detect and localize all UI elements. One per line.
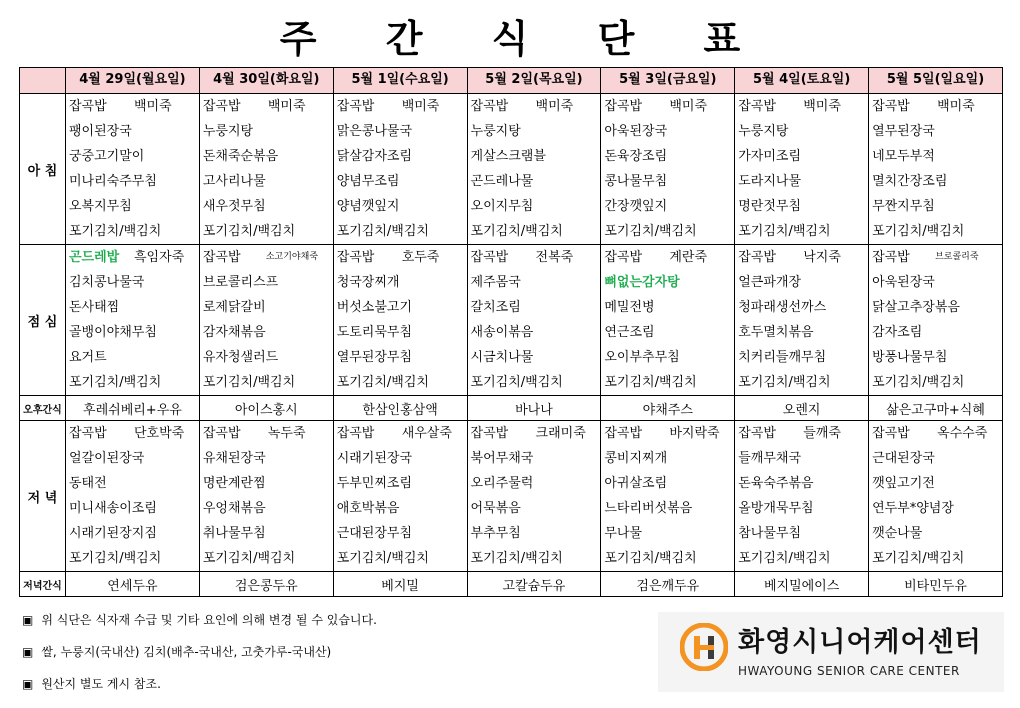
dish-item: 포기김치/백김치: [202, 224, 296, 239]
menu-cell: [869, 245, 1003, 396]
rice-porridge-line: [601, 94, 734, 119]
dish-item: 포기김치/백김치: [738, 551, 831, 566]
dish-item: 브로콜리스프: [202, 275, 279, 290]
rice-item: 곤드레밥: [69, 250, 120, 265]
dish-item: 시래기된장지짐: [69, 526, 157, 541]
dish-item: 콩비지찌개: [604, 451, 668, 466]
menu-cell: [333, 94, 467, 245]
snack-cell: 바나나: [467, 396, 601, 421]
menu-cell: [601, 421, 735, 572]
dish-item: 닭살고추장볶음: [872, 300, 960, 315]
rice-porridge-line: [66, 94, 199, 119]
snack-cell: 베지밀에이스: [735, 572, 869, 597]
dish-item: 궁중고기말이: [69, 149, 145, 164]
dish-item: 닭살감자조림: [336, 149, 413, 164]
porridge-item: 백미죽: [134, 99, 172, 114]
dish-item: 가자미조림: [738, 149, 802, 164]
porridge-item: 계란죽: [669, 250, 708, 265]
dish-item: 열무된장국: [872, 124, 935, 139]
snack-cell: 아이스홍시: [199, 396, 333, 421]
rice-item: 잡곡밥: [69, 426, 107, 441]
snack-cell: 베지밀: [333, 572, 467, 597]
porridge-item: 크래미죽: [535, 426, 586, 441]
dish-item: 콩나물무침: [604, 174, 668, 189]
dish-item: 고사리나물: [202, 174, 266, 189]
snack-cell: 고칼슘두유: [467, 572, 601, 597]
dish-item: 김치콩나물국: [69, 275, 145, 290]
dish-item: 무나물: [604, 526, 643, 541]
snack-cell: 오렌지: [735, 396, 869, 421]
dish-item: 포기김치/백김치: [336, 224, 429, 239]
dish-item: 청국장찌개: [336, 275, 400, 290]
rice-item: 잡곡밥: [470, 99, 509, 114]
dish-item: 포기김치/백김치: [336, 375, 429, 390]
dish-item: 포기김치/백김치: [69, 375, 162, 390]
dish-item: 유자청샐러드: [202, 350, 279, 365]
dish-item: 누룽지탕: [202, 124, 254, 139]
rice-item: 잡곡밥: [69, 99, 107, 114]
dish-item: 포기김치/백김치: [738, 224, 831, 239]
dish-item: 아욱된장국: [604, 124, 668, 139]
note-bullet-icon: ▣: [22, 613, 34, 627]
dish-item: 로제닭갈비: [202, 300, 266, 315]
porridge-item: 백미죽: [669, 99, 708, 114]
menu-cell: [333, 245, 467, 396]
dish-item: 애호박볶음: [336, 501, 400, 516]
dish-item: 감자채볶음: [202, 325, 266, 340]
menu-cell: [199, 245, 333, 396]
dish-item: 돈사태찜: [69, 300, 120, 315]
dish-item: 북어무채국: [470, 451, 534, 466]
dish-item: 연근조림: [604, 325, 655, 340]
snack-row: [20, 572, 1003, 597]
dish-item: 근대된장국: [872, 451, 935, 466]
note-bullet-icon: ▣: [22, 645, 34, 659]
menu-cell: [66, 421, 200, 572]
logo-korean-name: 화영시니어케어센터: [738, 627, 982, 658]
snack-cell: 연세두유: [66, 572, 200, 597]
menu-cell: [66, 245, 200, 396]
rice-item: 잡곡밥: [738, 426, 776, 441]
dish-item: 들깨무채국: [738, 451, 802, 466]
rice-item: 잡곡밥: [202, 250, 241, 265]
dish-item: 간장깻잎지: [604, 199, 668, 214]
porridge-item: 단호박죽: [134, 426, 185, 441]
day-header: 5월 1일(수요일): [333, 68, 467, 94]
rice-porridge-line: [200, 421, 333, 446]
dish-item: 감자조림: [872, 325, 923, 340]
rice-item: 잡곡밥: [738, 250, 776, 265]
day-header: 4월 30일(화요일): [199, 68, 333, 94]
dish-item: 제주몸국: [470, 275, 521, 290]
corner-cell: [20, 68, 66, 94]
dish-item: 포기김치/백김치: [202, 375, 296, 390]
rice-porridge-line: [735, 421, 868, 446]
menu-cell: [66, 94, 200, 245]
dish-item: 양념무조림: [336, 174, 400, 189]
dish-item: 두부민찌조림: [336, 476, 413, 491]
snack-cell: 검은깨두유: [601, 572, 735, 597]
dish-item: 호두멸치볶음: [738, 325, 814, 340]
rice-porridge-line: [66, 421, 199, 446]
dish-item: 팽이된장국: [69, 124, 132, 139]
dish-item: 돈채죽순볶음: [202, 149, 279, 164]
meal-label: 아 침: [20, 94, 66, 245]
rice-porridge-line: [468, 245, 601, 270]
dish-item: 새우젓무침: [202, 199, 266, 214]
menu-cell: [735, 421, 869, 572]
dish-item: 게살스크램블: [470, 149, 546, 164]
dish-item: 오이부추무침: [604, 350, 680, 365]
dish-item: 도라지나물: [738, 174, 802, 189]
porridge-item: 백미죽: [535, 99, 574, 114]
menu-cell: [869, 94, 1003, 245]
note-text: 쌀, 누룽지(국내산) 김치(배추-국내산, 고춧가루-국내산): [41, 645, 332, 659]
dish-item: 곤드레나물: [470, 174, 534, 189]
menu-cell: [467, 421, 601, 572]
dish-item: 양념깻잎지: [336, 199, 400, 214]
rice-item: 잡곡밥: [604, 426, 643, 441]
rice-item: 잡곡밥: [202, 99, 241, 114]
dish-item: 미니새송이조림: [69, 501, 157, 516]
dish-item: 맑은콩나물국: [336, 124, 413, 139]
dish-item: 무짠지무침: [872, 199, 935, 214]
logo-english-name: HWAYOUNG SENIOR CARE CENTER: [738, 664, 960, 678]
rice-porridge-line: [200, 94, 333, 119]
rice-porridge-line: [735, 245, 868, 270]
rice-item: 잡곡밥: [604, 250, 643, 265]
dish-item: 버섯소불고기: [336, 300, 413, 315]
dish-item: 포기김치/백김치: [470, 224, 563, 239]
dish-item: 열무된장무침: [336, 350, 413, 365]
dish-item: 포기김치/백김치: [470, 375, 563, 390]
snack-cell: 한삼인홍삼액: [333, 396, 467, 421]
dish-item: 참나물무침: [738, 526, 802, 541]
day-header: 5월 4일(토요일): [735, 68, 869, 94]
menu-cell: [601, 245, 735, 396]
menu-cell: [869, 421, 1003, 572]
weekly-menu-table: [19, 67, 1003, 597]
dish-item: 포기김치/백김치: [69, 551, 162, 566]
rice-porridge-line: [869, 421, 1002, 446]
rice-item: 잡곡밥: [470, 250, 509, 265]
rice-item: 잡곡밥: [604, 99, 643, 114]
page-title: 주 간 식 단 표: [279, 17, 769, 61]
dish-item: 미나리숙주무침: [69, 174, 157, 189]
dish-item: 네모두부적: [872, 149, 935, 164]
logo-emblem-icon: [680, 623, 728, 671]
rice-porridge-line: [334, 421, 467, 446]
dish-item: 아귀살조림: [604, 476, 668, 491]
menu-cell: [467, 245, 601, 396]
menu-cell: [735, 94, 869, 245]
menu-cell: [467, 94, 601, 245]
rice-porridge-line: [468, 94, 601, 119]
dish-item: 골뱅이야채무침: [69, 325, 157, 340]
rice-item: 잡곡밥: [336, 426, 375, 441]
day-header: 5월 3일(금요일): [601, 68, 735, 94]
porridge-item: 호두죽: [401, 250, 440, 265]
dish-item: 부추무침: [470, 526, 521, 541]
porridge-item: 백미죽: [401, 99, 440, 114]
rice-porridge-line: [869, 94, 1002, 119]
dish-item: 멸치간장조림: [872, 174, 948, 189]
dish-item: 근대된장무침: [336, 526, 413, 541]
day-header: 5월 5일(일요일): [869, 68, 1003, 94]
menu-cell: [199, 421, 333, 572]
dish-item: 포기김치/백김치: [604, 375, 697, 390]
dish-item: 오리주물럭: [470, 476, 534, 491]
rice-item: 잡곡밥: [202, 426, 241, 441]
meal-label: 점 심: [20, 245, 66, 396]
snack-cell: 야채주스: [601, 396, 735, 421]
note-item: [22, 612, 377, 644]
dish-item: 돈육숙주볶음: [738, 476, 814, 491]
rice-item: 잡곡밥: [336, 250, 375, 265]
dish-item: 포기김치/백김치: [470, 551, 563, 566]
dish-item: 아욱된장국: [872, 275, 935, 290]
dish-item: 메밀전병: [604, 300, 655, 315]
rice-porridge-line: [601, 421, 734, 446]
dish-item: 취나물무침: [202, 526, 266, 541]
menu-cell: [199, 94, 333, 245]
dish-item: 깻순나물: [872, 526, 923, 541]
dish-item: 유채된장국: [202, 451, 266, 466]
dish-item: 포기김치/백김치: [872, 224, 965, 239]
dish-item: 포기김치/백김치: [604, 224, 697, 239]
snack-cell: 검은콩두유: [199, 572, 333, 597]
porridge-item: 녹두죽: [267, 426, 306, 441]
snack-label: 저녁간식: [20, 572, 66, 597]
meal-label: 저 녁: [20, 421, 66, 572]
dish-item: 청파래생선까스: [738, 300, 827, 315]
dish-item: 포기김치/백김치: [738, 375, 831, 390]
dish-item: 올방개묵무침: [738, 501, 814, 516]
rice-item: 잡곡밥: [738, 99, 776, 114]
dish-item: 오복지무침: [69, 199, 132, 214]
rice-porridge-line: [735, 94, 868, 119]
dish-item: 요거트: [69, 350, 107, 365]
dish-item: 포기김치/백김치: [69, 224, 162, 239]
dish-item: 새송이볶음: [470, 325, 534, 340]
rice-porridge-line: [334, 245, 467, 270]
porridge-item: 백미죽: [267, 99, 306, 114]
dish-item: 명란젓무침: [738, 199, 802, 214]
menu-cell: [735, 245, 869, 396]
day-header: 5월 2일(목요일): [467, 68, 601, 94]
rice-porridge-line: [66, 245, 199, 270]
dish-item: 어묵볶음: [470, 501, 521, 516]
rice-item: 잡곡밥: [470, 426, 509, 441]
porridge-item: 새우살죽: [401, 426, 452, 441]
dish-item: 명란계란찜: [202, 476, 266, 491]
dish-item: 포기김치/백김치: [202, 551, 296, 566]
porridge-item: 들깨죽: [803, 426, 841, 441]
rice-porridge-line: [468, 421, 601, 446]
menu-cell: [333, 421, 467, 572]
dish-item: 시금치나물: [470, 350, 534, 365]
porridge-item: 백미죽: [803, 99, 841, 114]
porridge-item: 옥수수죽: [937, 426, 988, 441]
dish-item: 깻잎고기전: [872, 476, 935, 491]
meal-row: [20, 421, 1003, 572]
menu-cell: [601, 94, 735, 245]
dish-item: 뼈없는감자탕: [604, 275, 680, 290]
dish-item: 포기김치/백김치: [336, 551, 429, 566]
dish-item: 도토리묵무침: [336, 325, 413, 340]
porridge-item: 백미죽: [937, 99, 975, 114]
note-item: [22, 644, 377, 676]
dish-item: 치커리들깨무침: [738, 350, 827, 365]
table-header-row: [20, 68, 1003, 94]
dish-item: 동태전: [69, 476, 107, 491]
dish-item: 연두부*양념장: [872, 501, 954, 516]
meal-row: [20, 245, 1003, 396]
dish-item: 포기김치/백김치: [872, 551, 965, 566]
porridge-item: 바지락죽: [669, 426, 720, 441]
dish-item: 누룽지탕: [470, 124, 521, 139]
snack-cell: 후레쉬베리+우유: [66, 396, 200, 421]
dish-item: 우엉채볶음: [202, 501, 266, 516]
dish-item: 누룽지탕: [738, 124, 789, 139]
note-text: 원산지 별도 게시 참조.: [41, 677, 161, 691]
rice-porridge-line: [334, 94, 467, 119]
snack-label: 오후간식: [20, 396, 66, 421]
dish-item: 방풍나물무침: [872, 350, 948, 365]
dish-item: 얼큰파개장: [738, 275, 802, 290]
snack-row: [20, 396, 1003, 421]
dish-item: 시래기된장국: [336, 451, 413, 466]
rice-porridge-line: [200, 245, 333, 270]
rice-item: 잡곡밥: [872, 99, 910, 114]
snack-cell: 비타민두유: [869, 572, 1003, 597]
dish-item: 갈치조림: [470, 300, 521, 315]
rice-item: 잡곡밥: [872, 426, 910, 441]
rice-porridge-line: [601, 245, 734, 270]
porridge-item: 전복죽: [535, 250, 574, 265]
rice-item: 잡곡밥: [872, 250, 910, 265]
dish-item: 느타리버섯볶음: [604, 501, 693, 516]
porridge-item: 브로콜리죽: [935, 252, 979, 262]
dish-item: 포기김치/백김치: [604, 551, 697, 566]
notes: [22, 612, 377, 708]
porridge-item: 흑임자죽: [134, 250, 185, 265]
snack-cell: 삶은고구마+식혜: [869, 396, 1003, 421]
rice-porridge-line: [869, 245, 1002, 270]
porridge-item: 소고기야채죽: [265, 252, 319, 262]
note-item: [22, 676, 377, 708]
dish-item: 돈육장조림: [604, 149, 668, 164]
dish-item: 포기김치/백김치: [872, 375, 965, 390]
dish-item: 얼갈이된장국: [69, 451, 145, 466]
day-header: 4월 29일(월요일): [66, 68, 200, 94]
meal-row: [20, 94, 1003, 245]
dish-item: 오이지무침: [470, 199, 534, 214]
center-logo: [658, 612, 1004, 692]
porridge-item: 낙지죽: [803, 250, 841, 265]
note-text: 위 식단은 식자재 수급 및 기타 요인에 의해 변경 될 수 있습니다.: [41, 613, 377, 627]
note-bullet-icon: ▣: [22, 677, 34, 691]
rice-item: 잡곡밥: [336, 99, 375, 114]
